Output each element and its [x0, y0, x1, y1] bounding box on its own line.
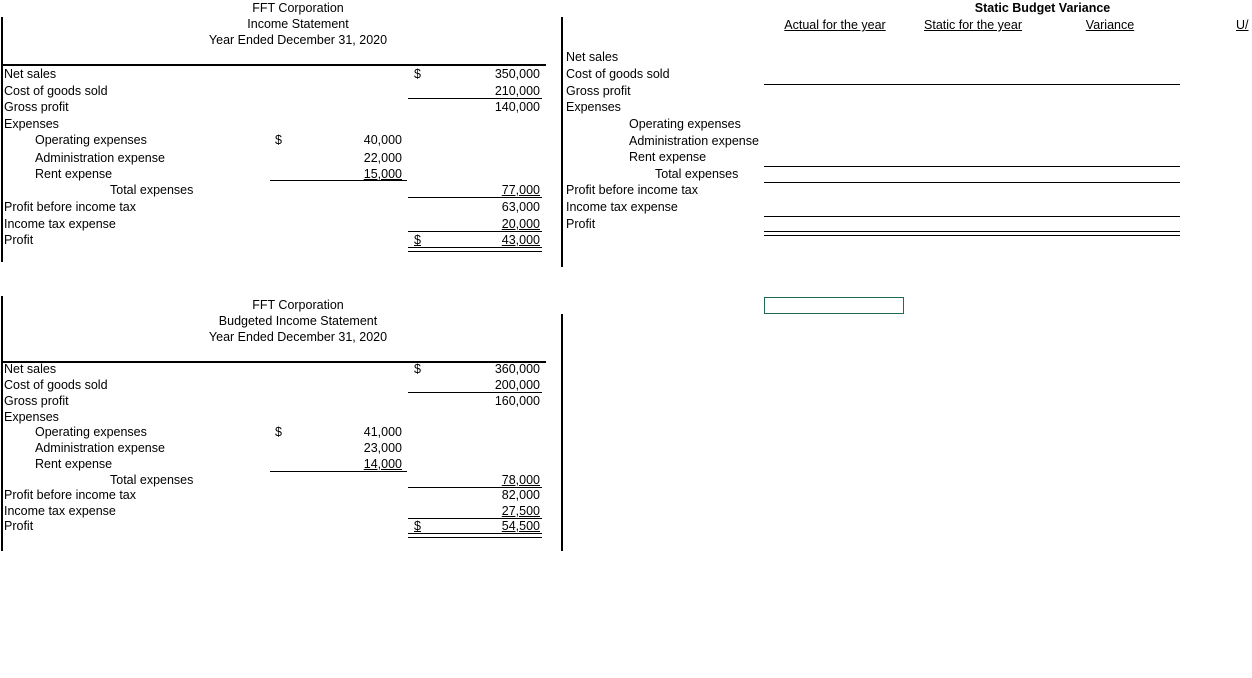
- variance-col-static: Static for the year: [924, 18, 1022, 32]
- budget-tax-value: 27,500: [501, 504, 540, 518]
- actual-rent-value: 15,000: [363, 167, 402, 181]
- budget-left-border: [1, 296, 3, 551]
- budget-cogs-rule: [408, 392, 542, 393]
- actual-profit-label: Profit: [4, 233, 34, 247]
- actual-period: Year Ended December 31, 2020: [208, 33, 388, 47]
- budget-pbt-label: Profit before income tax: [4, 488, 137, 502]
- budget-operating-value: 41,000: [363, 425, 402, 439]
- variance-cogs-rule: [764, 84, 1180, 85]
- variance-total-label: Total expenses: [655, 167, 739, 181]
- variance-col-uf: U/: [1236, 18, 1249, 32]
- budget-gross-profit-label: Gross profit: [4, 394, 69, 408]
- variance-net-sales-label: Net sales: [566, 50, 619, 64]
- actual-operating-value: 40,000: [363, 133, 402, 147]
- actual-cogs-value: 210,000: [494, 84, 540, 98]
- actual-gross-profit-label: Gross profit: [4, 100, 69, 114]
- actual-profit-double-rule: [408, 247, 542, 252]
- budget-pbt-value: 82,000: [501, 488, 540, 502]
- actual-header-rule: [2, 64, 546, 66]
- budget-rent-rule: [270, 471, 407, 472]
- actual-tax-value: 20,000: [501, 217, 540, 231]
- actual-net-sales-value: 350,000: [494, 67, 540, 81]
- budget-net-sales-label: Net sales: [4, 362, 57, 376]
- actual-total-label: Total expenses: [110, 183, 194, 197]
- budget-dollar-sign: $: [414, 362, 421, 376]
- actual-rent-rule: [270, 180, 407, 181]
- budget-net-sales-value: 360,000: [494, 362, 540, 376]
- actual-tax-label: Income tax expense: [4, 217, 116, 231]
- budget-statement-title: Budgeted Income Statement: [218, 314, 378, 328]
- actual-cogs-label: Cost of goods sold: [4, 84, 108, 98]
- variance-profit-label: Profit: [566, 217, 596, 231]
- variance-col-actual: Actual for the year: [784, 18, 886, 32]
- budget-gross-profit-value: 160,000: [494, 394, 540, 408]
- variance-title: Static Budget Variance: [974, 1, 1111, 15]
- variance-rent-rule: [764, 166, 1180, 167]
- actual-profit-value: 43,000: [501, 233, 540, 247]
- budget-profit-dollar: $: [414, 519, 421, 533]
- variance-tax-rule: [764, 216, 1180, 217]
- budget-period: Year Ended December 31, 2020: [208, 330, 388, 344]
- actual-pbt-value: 63,000: [501, 200, 540, 214]
- budget-total-value: 78,000: [501, 473, 540, 487]
- budget-cogs-value: 200,000: [494, 378, 540, 392]
- budget-rent-label: Rent expense: [35, 457, 113, 471]
- actual-gross-profit-value: 140,000: [494, 100, 540, 114]
- budget-profit-double-rule: [408, 533, 542, 538]
- variance-expenses-label: Expenses: [566, 100, 621, 114]
- budget-cogs-label: Cost of goods sold: [4, 378, 108, 392]
- budget-admin-value: 23,000: [363, 441, 402, 455]
- actual-left-border: [1, 17, 3, 262]
- actual-expenses-label: Expenses: [4, 117, 59, 131]
- actual-rent-label: Rent expense: [35, 167, 113, 181]
- variance-pbt-label: Profit before income tax: [566, 183, 699, 197]
- variance-profit-double-rule: [764, 231, 1180, 236]
- actual-cogs-rule: [408, 98, 542, 99]
- budget-company: FFT Corporation: [252, 298, 344, 312]
- variance-operating-label: Operating expenses: [629, 117, 741, 131]
- variance-tax-label: Income tax expense: [566, 200, 678, 214]
- budget-profit-value: 54,500: [501, 519, 540, 533]
- actual-tax-rule: [408, 231, 542, 232]
- budget-right-border: [561, 314, 563, 551]
- actual-total-rule: [408, 197, 542, 198]
- variance-col-variance: Variance: [1085, 18, 1135, 32]
- budget-total-label: Total expenses: [110, 473, 194, 487]
- actual-statement-title: Income Statement: [247, 17, 349, 31]
- variance-rent-label: Rent expense: [629, 150, 707, 164]
- actual-company: FFT Corporation: [252, 1, 344, 15]
- budget-expenses-label: Expenses: [4, 410, 59, 424]
- variance-admin-label: Administration expense: [629, 134, 759, 148]
- budget-operating-label: Operating expenses: [35, 425, 147, 439]
- actual-admin-label: Administration expense: [35, 151, 165, 165]
- actual-expense-dollar: $: [275, 133, 282, 147]
- actual-right-border: [561, 17, 563, 267]
- variance-gross-profit-label: Gross profit: [566, 84, 631, 98]
- actual-total-value: 77,000: [501, 183, 540, 197]
- budget-profit-label: Profit: [4, 519, 34, 533]
- variance-total-rule: [764, 182, 1180, 183]
- actual-dollar-sign: $: [414, 67, 421, 81]
- variance-cogs-label: Cost of goods sold: [566, 67, 670, 81]
- selected-cell[interactable]: [764, 297, 904, 314]
- actual-pbt-label: Profit before income tax: [4, 200, 137, 214]
- actual-profit-dollar: $: [414, 233, 421, 247]
- actual-operating-label: Operating expenses: [35, 133, 147, 147]
- budget-tax-label: Income tax expense: [4, 504, 116, 518]
- budget-admin-label: Administration expense: [35, 441, 165, 455]
- actual-net-sales-label: Net sales: [4, 67, 57, 81]
- actual-admin-value: 22,000: [363, 151, 402, 165]
- budget-rent-value: 14,000: [363, 457, 402, 471]
- budget-expense-dollar: $: [275, 425, 282, 439]
